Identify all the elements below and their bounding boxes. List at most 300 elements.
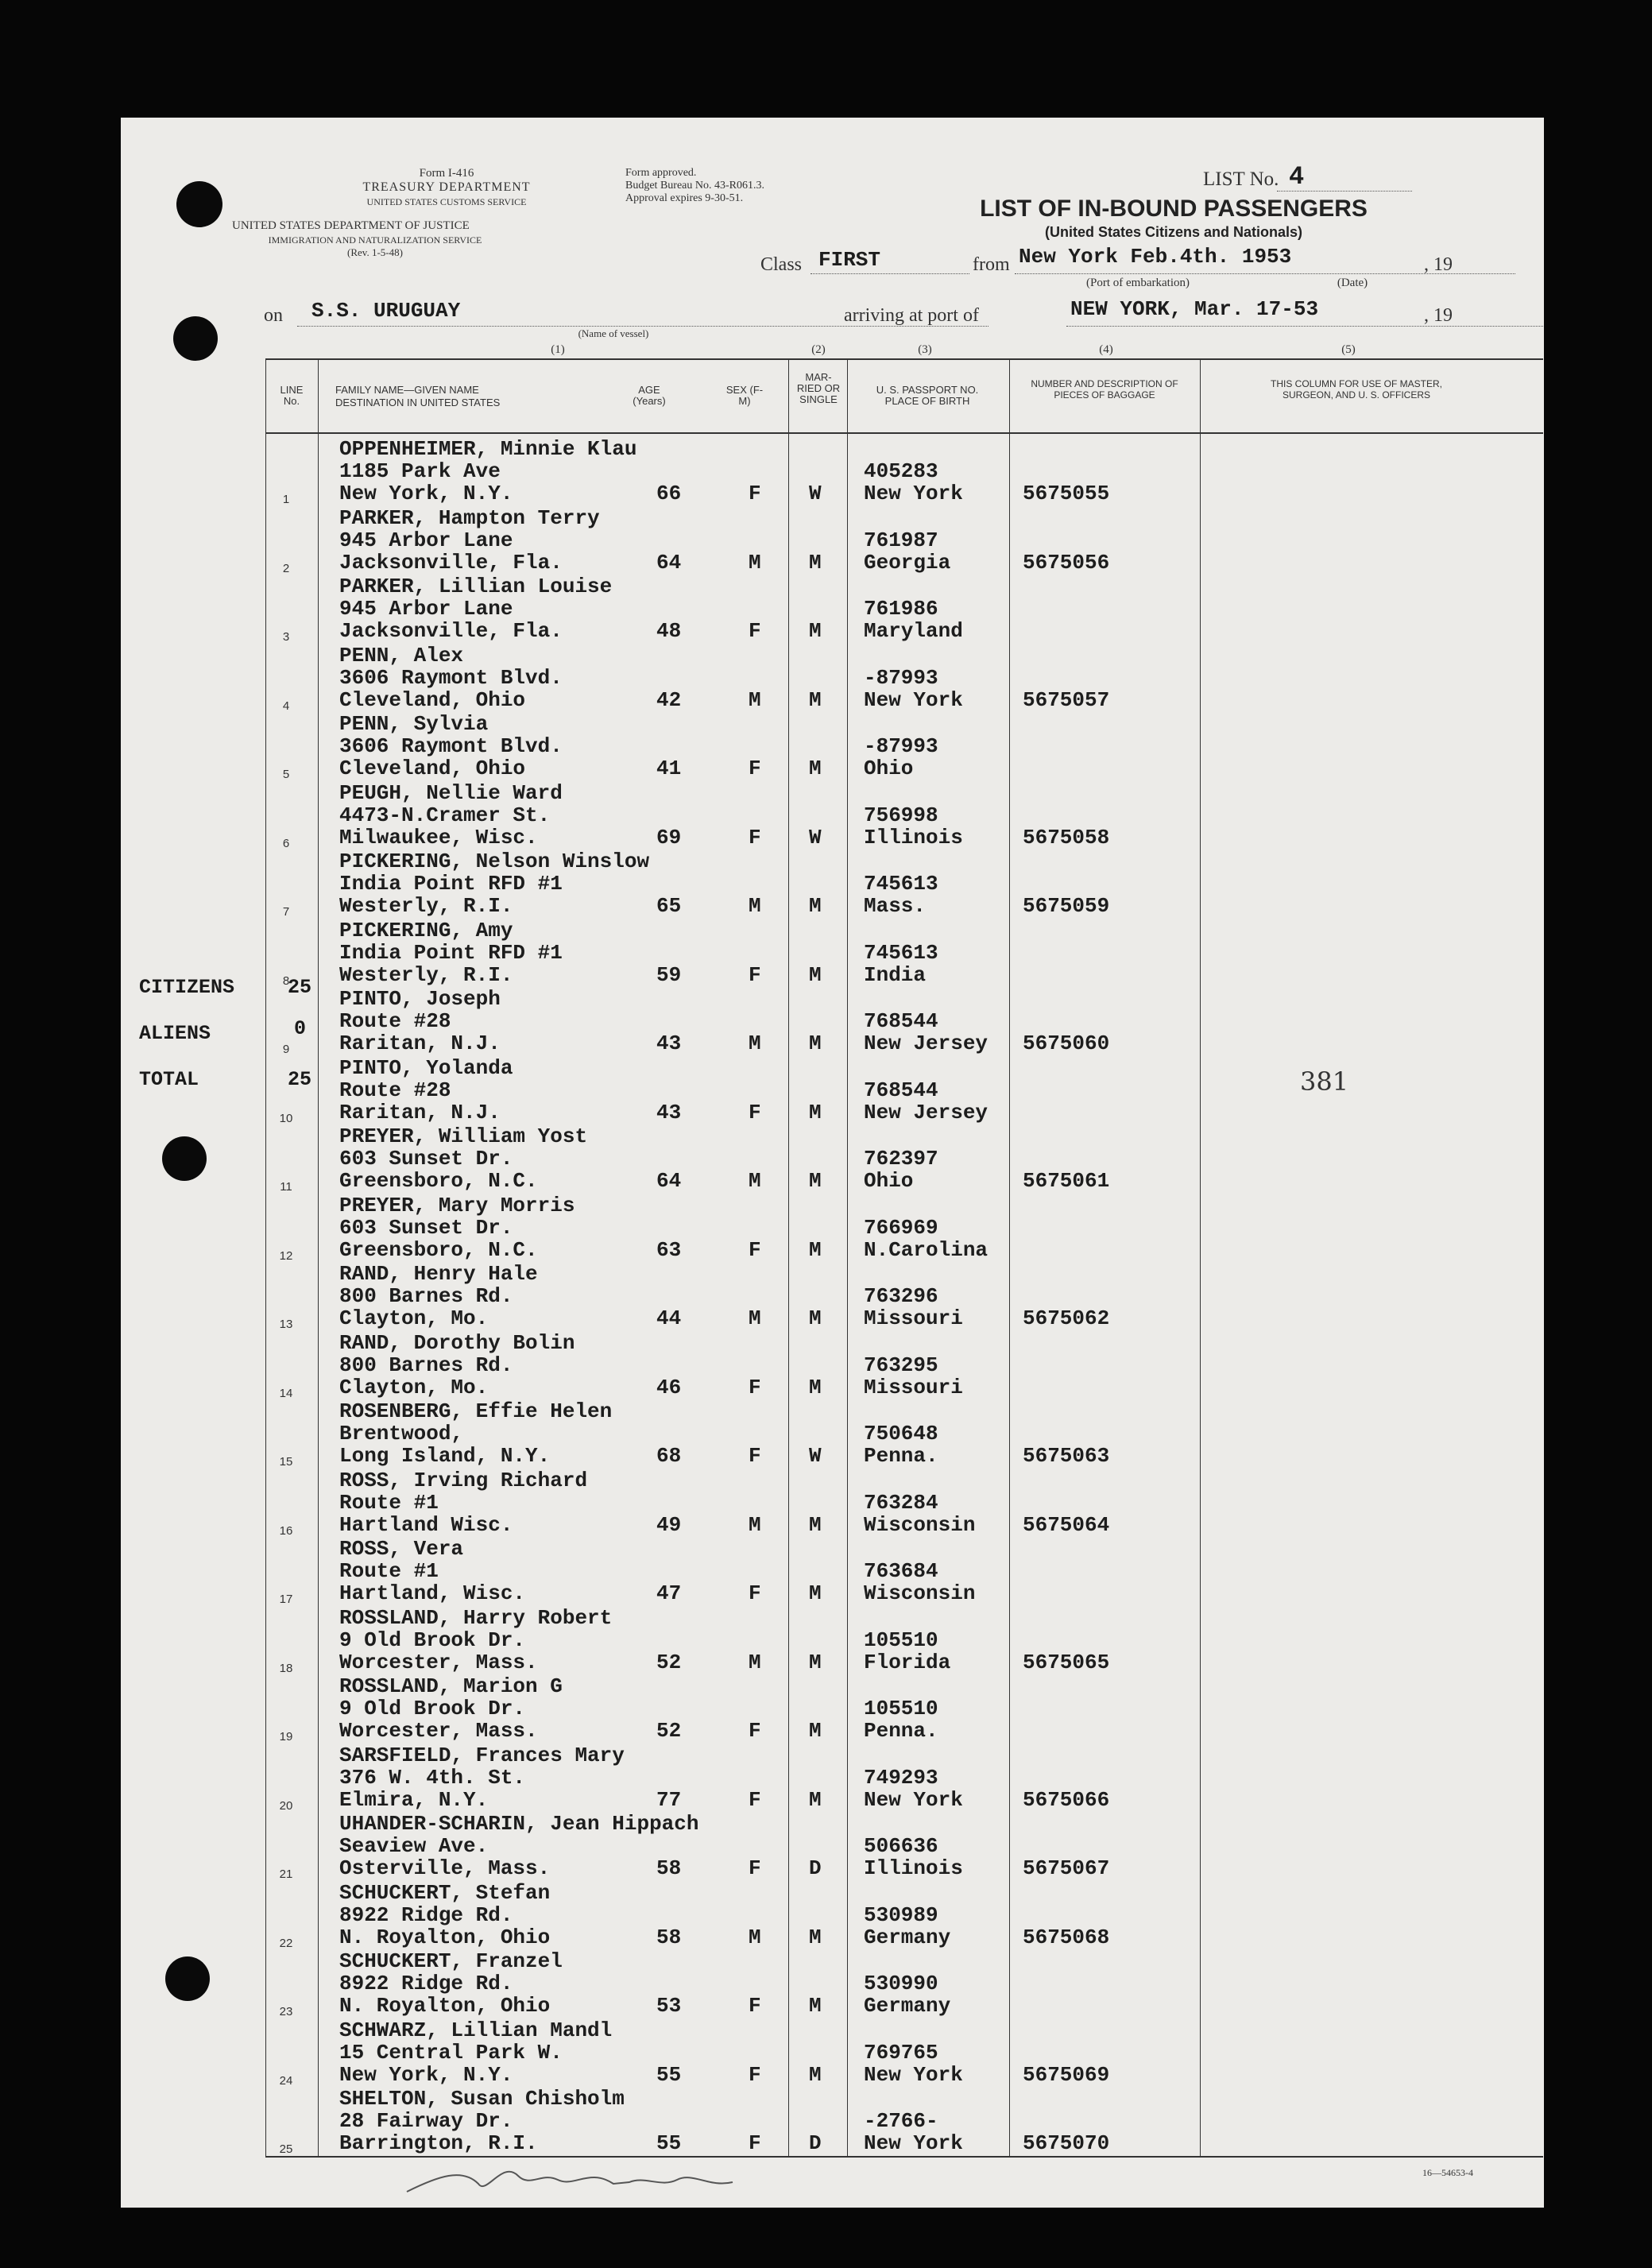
age-value: 52 bbox=[656, 1719, 682, 1743]
sex-value: F bbox=[749, 1237, 761, 1262]
age-value: 46 bbox=[656, 1375, 682, 1399]
footer-code: 16—54653-4 bbox=[1422, 2167, 1473, 2178]
year-prefix-1: , 19 bbox=[1424, 254, 1453, 275]
header-passport: U. S. PASSPORT NO. PLACE OF BIRTH bbox=[876, 384, 979, 407]
line-number: 9 bbox=[282, 1043, 290, 1056]
destination-line-2: N. Royalton, Ohio bbox=[339, 1925, 551, 1949]
col-num-3: (3) bbox=[918, 343, 932, 356]
passenger-name: ROSS, Vera bbox=[339, 1537, 464, 1561]
marital-status: M bbox=[809, 2062, 822, 2087]
passport-number: 745613 bbox=[864, 940, 938, 965]
marital-status: M bbox=[809, 687, 822, 712]
table-row bbox=[121, 1194, 1544, 1263]
passport-number: 763295 bbox=[864, 1353, 938, 1377]
list-no-value: 4 bbox=[1289, 162, 1305, 192]
marital-status: D bbox=[809, 2131, 822, 2155]
line-number: 22 bbox=[279, 1936, 293, 1950]
table-row bbox=[121, 1606, 1544, 1675]
table-row bbox=[121, 1744, 1544, 1813]
place-of-birth: Maryland bbox=[864, 619, 963, 643]
age-value: 43 bbox=[656, 1031, 682, 1055]
marital-status: M bbox=[809, 1719, 822, 1743]
place-of-birth: Georgia bbox=[864, 550, 951, 575]
age-value: 47 bbox=[656, 1581, 682, 1605]
approval-expires: Approval expires 9-30-51. bbox=[625, 192, 744, 204]
destination-line-1: 800 Barnes Rd. bbox=[339, 1353, 513, 1377]
class-value: FIRST bbox=[818, 248, 881, 272]
table-row bbox=[121, 1469, 1544, 1538]
line-number: 14 bbox=[279, 1386, 293, 1400]
place-of-birth: New York bbox=[864, 687, 963, 712]
passport-number: 768544 bbox=[864, 1009, 938, 1033]
baggage-number: 5675063 bbox=[1023, 1444, 1110, 1468]
place-of-birth: New York bbox=[864, 482, 963, 505]
destination-line-2: Clayton, Mo. bbox=[339, 1375, 489, 1399]
passport-number: 530989 bbox=[864, 1902, 938, 1927]
passport-number: -2766- bbox=[864, 2109, 938, 2133]
age-value: 59 bbox=[656, 962, 682, 987]
age-value: 68 bbox=[656, 1444, 682, 1468]
sex-value: M bbox=[749, 1925, 761, 1949]
baggage-number: 5675070 bbox=[1023, 2131, 1110, 2155]
baggage-number: 5675064 bbox=[1023, 1512, 1110, 1537]
sex-value: F bbox=[749, 1719, 761, 1743]
passenger-name: PENN, Sylvia bbox=[339, 712, 489, 736]
line-number: 5 bbox=[282, 768, 290, 781]
destination-line-2: Jacksonville, Fla. bbox=[339, 550, 563, 575]
marital-status: M bbox=[809, 550, 822, 575]
line-number: 7 bbox=[282, 905, 290, 919]
col-num-1: (1) bbox=[551, 343, 565, 356]
header-sex: SEX (F-M) bbox=[725, 384, 764, 407]
signature-scribble bbox=[391, 2152, 756, 2208]
sex-value: F bbox=[749, 1581, 761, 1605]
sex-value: F bbox=[749, 757, 761, 780]
destination-line-2: Hartland Wisc. bbox=[339, 1512, 513, 1537]
passenger-name: PINTO, Yolanda bbox=[339, 1055, 513, 1080]
line-number: 23 bbox=[279, 2005, 293, 2018]
place-of-birth: Wisconsin bbox=[864, 1512, 976, 1537]
treasury-dept: TREASURY DEPARTMENT bbox=[362, 180, 531, 194]
destination-line-1: Route #28 bbox=[339, 1009, 451, 1033]
marital-status: D bbox=[809, 1856, 822, 1880]
passport-number: -87993 bbox=[864, 734, 938, 758]
place-of-birth: Illinois bbox=[864, 825, 963, 850]
age-value: 65 bbox=[656, 894, 682, 918]
place-of-birth: New Jersey bbox=[864, 1031, 988, 1055]
age-value: 48 bbox=[656, 619, 682, 643]
destination-line-2: Raritan, N.J. bbox=[339, 1031, 501, 1055]
destination-line-1: India Point RFD #1 bbox=[339, 872, 563, 896]
form-rev: (Rev. 1-5-48) bbox=[347, 246, 403, 258]
destination-line-1: 8922 Ridge Rd. bbox=[339, 1972, 513, 1995]
line-number: 11 bbox=[280, 1180, 292, 1194]
destination-line-1: Route #1 bbox=[339, 1490, 439, 1515]
passenger-name: PICKERING, Nelson Winslow bbox=[339, 850, 650, 873]
class-underline bbox=[811, 273, 969, 274]
total-count: 25 bbox=[288, 1068, 312, 1091]
marital-status: M bbox=[809, 1581, 822, 1605]
table-row bbox=[121, 1812, 1544, 1881]
passport-number: 763284 bbox=[864, 1490, 938, 1515]
port-embarkation-caption: (Port of embarkation) bbox=[1086, 277, 1190, 289]
passport-number: 105510 bbox=[864, 1627, 938, 1652]
total-label: TOTAL bbox=[139, 1068, 199, 1091]
destination-line-2: Raritan, N.J. bbox=[339, 1100, 501, 1124]
sex-value: M bbox=[749, 1512, 761, 1537]
table-row bbox=[121, 2087, 1544, 2156]
destination-line-1: Brentwood, bbox=[339, 1422, 464, 1446]
marital-status: M bbox=[809, 757, 822, 780]
destination-line-1: Seaview Ave. bbox=[339, 1834, 489, 1858]
vessel-value: S.S. URUGUAY bbox=[311, 299, 461, 323]
budget-bureau: Budget Bureau No. 43-R061.3. bbox=[625, 180, 764, 192]
list-no-label: LIST No. bbox=[1203, 168, 1279, 190]
destination-line-1: Route #28 bbox=[339, 1078, 451, 1102]
passenger-name: RAND, Henry Hale bbox=[339, 1262, 538, 1286]
header-baggage: NUMBER AND DESCRIPTION OF PIECES OF BAGGAGE bbox=[1031, 378, 1178, 401]
sex-value: M bbox=[749, 1031, 761, 1055]
passport-number: 768544 bbox=[864, 1078, 938, 1102]
destination-line-2: Osterville, Mass. bbox=[339, 1856, 551, 1880]
passenger-name: RAND, Dorothy Bolin bbox=[339, 1330, 575, 1355]
passenger-name: PREYER, Mary Morris bbox=[339, 1193, 575, 1217]
place-of-birth: New Jersey bbox=[864, 1100, 988, 1124]
destination-line-1: 15 Central Park W. bbox=[339, 2040, 563, 2065]
passenger-name: PARKER, Lillian Louise bbox=[339, 575, 613, 598]
table-row bbox=[121, 1399, 1544, 1469]
passenger-name: PARKER, Hampton Terry bbox=[339, 505, 600, 530]
sex-value: F bbox=[749, 2131, 761, 2155]
date-caption: (Date) bbox=[1337, 277, 1368, 289]
ins-service: IMMIGRATION AND NATURALIZATION SERVICE bbox=[268, 234, 482, 246]
arrival-underline bbox=[1066, 326, 1543, 327]
destination-line-2: Greensboro, N.C. bbox=[339, 1169, 538, 1193]
sex-value: M bbox=[749, 1306, 761, 1330]
age-value: 55 bbox=[656, 2062, 682, 2087]
age-value: 69 bbox=[656, 825, 682, 850]
destination-line-2: Barrington, R.I. bbox=[339, 2131, 538, 2155]
header-line-no: LINE No. bbox=[280, 384, 304, 407]
age-value: 49 bbox=[656, 1512, 682, 1537]
marital-status: M bbox=[809, 1925, 822, 1949]
marital-status: M bbox=[809, 1100, 822, 1124]
passport-number: 761987 bbox=[864, 528, 938, 552]
passenger-name: ROSSLAND, Harry Robert bbox=[339, 1605, 613, 1630]
table-row bbox=[121, 1331, 1544, 1400]
year-prefix-2: , 19 bbox=[1424, 305, 1453, 326]
list-no-underline bbox=[1277, 191, 1412, 192]
baggage-number: 5675065 bbox=[1023, 1650, 1110, 1674]
destination-line-2: Cleveland, Ohio bbox=[339, 757, 526, 780]
header-destination: DESTINATION IN UNITED STATES bbox=[335, 397, 501, 408]
line-number: 25 bbox=[279, 2142, 293, 2156]
destination-line-2: Jacksonville, Fla. bbox=[339, 619, 563, 643]
baggage-number: 5675057 bbox=[1023, 687, 1110, 712]
citizens-count: 25 bbox=[288, 976, 312, 999]
table-top-border bbox=[265, 358, 1543, 360]
sex-value: F bbox=[749, 1444, 761, 1468]
line-number: 8 bbox=[282, 973, 290, 988]
passenger-name: SHELTON, Susan Chisholm bbox=[339, 2087, 625, 2111]
line-number: 6 bbox=[282, 836, 290, 850]
page-title: LIST OF IN-BOUND PASSENGERS bbox=[980, 195, 1368, 222]
form-number: Form I-416 bbox=[419, 167, 474, 180]
sex-value: M bbox=[749, 894, 761, 918]
line-number: 24 bbox=[279, 2073, 293, 2088]
destination-line-1: 28 Fairway Dr. bbox=[339, 2109, 513, 2133]
class-label: Class bbox=[760, 254, 803, 275]
place-of-birth: Illinois bbox=[864, 1856, 963, 1880]
age-value: 66 bbox=[656, 482, 682, 505]
age-value: 53 bbox=[656, 1994, 682, 2018]
table-row bbox=[121, 506, 1544, 575]
age-value: 58 bbox=[656, 1925, 682, 1949]
baggage-number: 5675068 bbox=[1023, 1925, 1110, 1949]
passenger-name: PENN, Alex bbox=[339, 643, 464, 668]
passport-number: 749293 bbox=[864, 1765, 938, 1790]
place-of-birth: Missouri bbox=[864, 1375, 963, 1399]
citizens-label: CITIZENS bbox=[139, 976, 235, 999]
from-label: from bbox=[973, 254, 1010, 275]
destination-line-1: 3606 Raymont Blvd. bbox=[339, 665, 563, 690]
marital-status: M bbox=[809, 962, 822, 987]
table-row bbox=[121, 712, 1544, 781]
baggage-number: 5675056 bbox=[1023, 550, 1110, 575]
sex-value: M bbox=[749, 1169, 761, 1193]
col-num-4: (4) bbox=[1099, 343, 1113, 356]
age-value: 64 bbox=[656, 1169, 682, 1193]
line-number: 3 bbox=[282, 630, 290, 644]
baggage-number: 5675059 bbox=[1023, 894, 1110, 918]
sex-value: F bbox=[749, 962, 761, 987]
passenger-name: ROSS, Irving Richard bbox=[339, 1468, 588, 1492]
table-header-bottom bbox=[265, 432, 1543, 434]
stamp-number: 381 bbox=[1300, 1066, 1349, 1097]
destination-line-1: 376 W. 4th. St. bbox=[339, 1765, 526, 1790]
passenger-name: ROSENBERG, Effie Helen bbox=[339, 1399, 613, 1423]
line-number: 1 bbox=[282, 493, 290, 506]
destination-line-1: 603 Sunset Dr. bbox=[339, 1147, 513, 1171]
passenger-name: SCHUCKERT, Stefan bbox=[339, 1880, 551, 1905]
header-officers: THIS COLUMN FOR USE OF MASTER, SURGEON, AND U. S. OFFICERS bbox=[1270, 378, 1442, 401]
age-value: 55 bbox=[656, 2131, 682, 2155]
table-row bbox=[121, 1674, 1544, 1744]
destination-line-1: 4473-N.Cramer St. bbox=[339, 803, 551, 827]
sex-value: M bbox=[749, 687, 761, 712]
destination-line-2: Long Island, N.Y. bbox=[339, 1444, 551, 1468]
table-row bbox=[121, 1262, 1544, 1331]
binder-hole bbox=[176, 181, 222, 227]
place-of-birth: Ohio bbox=[864, 1169, 914, 1193]
customs-service: UNITED STATES CUSTOMS SERVICE bbox=[366, 196, 527, 207]
line-number: 19 bbox=[279, 1730, 293, 1744]
age-value: 64 bbox=[656, 550, 682, 575]
passport-number: 762397 bbox=[864, 1147, 938, 1171]
table-row bbox=[121, 919, 1544, 988]
binder-hole bbox=[173, 316, 218, 361]
line-number: 10 bbox=[279, 1111, 293, 1125]
passport-number: 763684 bbox=[864, 1559, 938, 1583]
marital-status: M bbox=[809, 1375, 822, 1399]
line-number: 16 bbox=[279, 1523, 293, 1538]
place-of-birth: Germany bbox=[864, 1994, 951, 2018]
destination-line-1: 945 Arbor Lane bbox=[339, 528, 513, 552]
header-married: MAR-RIED OR SINGLE bbox=[796, 371, 841, 405]
passenger-name: PEUGH, Nellie Ward bbox=[339, 780, 563, 805]
age-value: 42 bbox=[656, 687, 682, 712]
destination-line-1: Route #1 bbox=[339, 1559, 439, 1583]
passport-number: 750648 bbox=[864, 1422, 938, 1446]
passport-number: 766969 bbox=[864, 1215, 938, 1240]
age-value: 41 bbox=[656, 757, 682, 780]
place-of-birth: Germany bbox=[864, 1925, 951, 1949]
passenger-name: OPPENHEIMER, Minnie Klau bbox=[339, 437, 637, 461]
aliens-count: 0 bbox=[294, 1017, 307, 1040]
col-num-2: (2) bbox=[811, 343, 826, 356]
passenger-name: SCHUCKERT, Franzel bbox=[339, 1949, 563, 1973]
sex-value: F bbox=[749, 1787, 761, 1812]
destination-line-2: N. Royalton, Ohio bbox=[339, 1994, 551, 2018]
destination-line-2: Westerly, R.I. bbox=[339, 894, 513, 918]
table-row bbox=[121, 1124, 1544, 1194]
passport-number: 105510 bbox=[864, 1697, 938, 1720]
destination-line-2: Greensboro, N.C. bbox=[339, 1237, 538, 1262]
table-row bbox=[121, 781, 1544, 850]
header-name: FAMILY NAME—GIVEN NAME bbox=[335, 384, 479, 396]
arrival-value: NEW YORK, Mar. 17-53 bbox=[1070, 297, 1319, 321]
destination-line-1: 945 Arbor Lane bbox=[339, 597, 513, 621]
passport-number: 405283 bbox=[864, 459, 938, 483]
table-row bbox=[121, 987, 1544, 1056]
destination-line-2: Worcester, Mass. bbox=[339, 1650, 538, 1674]
marital-status: W bbox=[809, 825, 822, 850]
line-number: 2 bbox=[282, 561, 290, 575]
line-number: 13 bbox=[279, 1318, 293, 1331]
marital-status: M bbox=[809, 1650, 822, 1674]
sex-value: F bbox=[749, 825, 761, 850]
place-of-birth: India bbox=[864, 962, 927, 987]
passenger-name: ROSSLAND, Marion G bbox=[339, 1674, 563, 1698]
baggage-number: 5675058 bbox=[1023, 825, 1110, 850]
place-of-birth: Ohio bbox=[864, 757, 914, 780]
line-number: 20 bbox=[279, 1798, 293, 1813]
from-value: New York Feb.4th. 1953 bbox=[1019, 245, 1292, 269]
table-row bbox=[121, 2018, 1544, 2088]
destination-line-2: Cleveland, Ohio bbox=[339, 687, 526, 712]
line-number: 15 bbox=[279, 1455, 293, 1469]
baggage-number: 5675062 bbox=[1023, 1306, 1110, 1330]
baggage-number: 5675069 bbox=[1023, 2062, 1110, 2087]
baggage-number: 5675066 bbox=[1023, 1787, 1110, 1812]
destination-line-1: 603 Sunset Dr. bbox=[339, 1215, 513, 1240]
justice-dept: UNITED STATES DEPARTMENT OF JUSTICE bbox=[232, 219, 470, 232]
passenger-list-sheet bbox=[121, 118, 1544, 2208]
age-value: 77 bbox=[656, 1787, 682, 1812]
baggage-number: 5675060 bbox=[1023, 1031, 1110, 1055]
marital-status: M bbox=[809, 1994, 822, 2018]
sex-value: M bbox=[749, 1650, 761, 1674]
destination-line-2: New York, N.Y. bbox=[339, 2062, 513, 2087]
baggage-number: 5675067 bbox=[1023, 1856, 1110, 1880]
destination-line-1: 9 Old Brook Dr. bbox=[339, 1627, 526, 1652]
age-value: 58 bbox=[656, 1856, 682, 1880]
form-approved: Form approved. bbox=[625, 167, 697, 179]
destination-line-2: Clayton, Mo. bbox=[339, 1306, 489, 1330]
passport-number: 530990 bbox=[864, 1972, 938, 1995]
vessel-caption: (Name of vessel) bbox=[578, 327, 649, 339]
marital-status: M bbox=[809, 1512, 822, 1537]
line-number: 4 bbox=[282, 699, 290, 713]
passport-number: 763296 bbox=[864, 1284, 938, 1308]
baggage-number: 5675061 bbox=[1023, 1169, 1110, 1193]
destination-line-1: India Point RFD #1 bbox=[339, 940, 563, 965]
destination-line-2: Westerly, R.I. bbox=[339, 962, 513, 987]
marital-status: W bbox=[809, 482, 822, 505]
aliens-label: ALIENS bbox=[139, 1022, 211, 1045]
sex-value: F bbox=[749, 2062, 761, 2087]
destination-line-2: Milwaukee, Wisc. bbox=[339, 825, 538, 850]
sex-value: F bbox=[749, 1994, 761, 2018]
place-of-birth: New York bbox=[864, 2062, 963, 2087]
table-row bbox=[121, 850, 1544, 919]
place-of-birth: Wisconsin bbox=[864, 1581, 976, 1605]
destination-line-1: 9 Old Brook Dr. bbox=[339, 1697, 526, 1720]
marital-status: M bbox=[809, 1031, 822, 1055]
destination-line-1: 1185 Park Ave bbox=[339, 459, 501, 483]
table-row bbox=[121, 437, 1544, 506]
passport-number: 756998 bbox=[864, 803, 938, 827]
passenger-name: SCHWARZ, Lillian Mandl bbox=[339, 2018, 613, 2042]
passport-number: 761986 bbox=[864, 597, 938, 621]
marital-status: M bbox=[809, 1169, 822, 1193]
sex-value: F bbox=[749, 482, 761, 505]
passenger-name: UHANDER-SCHARIN, Jean Hippach bbox=[339, 1812, 699, 1836]
header-age: AGE (Years) bbox=[633, 384, 666, 407]
passport-number: 506636 bbox=[864, 1834, 938, 1858]
table-row bbox=[121, 1949, 1544, 2018]
marital-status: M bbox=[809, 1787, 822, 1812]
sex-value: M bbox=[749, 550, 761, 575]
place-of-birth: New York bbox=[864, 2131, 963, 2155]
sex-value: F bbox=[749, 1375, 761, 1399]
destination-line-1: 8922 Ridge Rd. bbox=[339, 1902, 513, 1927]
line-number: 12 bbox=[279, 1248, 293, 1263]
passenger-name: PICKERING, Amy bbox=[339, 918, 513, 942]
table-row bbox=[121, 644, 1544, 713]
age-value: 43 bbox=[656, 1100, 682, 1124]
on-label: on bbox=[264, 305, 283, 326]
page-subtitle: (United States Citizens and Nationals) bbox=[1044, 224, 1303, 240]
passport-number: 745613 bbox=[864, 872, 938, 896]
age-value: 63 bbox=[656, 1237, 682, 1262]
destination-line-2: Worcester, Mass. bbox=[339, 1719, 538, 1743]
place-of-birth: Missouri bbox=[864, 1306, 963, 1330]
arriving-label: arriving at port of bbox=[844, 305, 979, 326]
destination-line-2: Hartland, Wisc. bbox=[339, 1581, 526, 1605]
baggage-number: 5675055 bbox=[1023, 482, 1110, 505]
destination-line-2: New York, N.Y. bbox=[339, 482, 513, 505]
marital-status: M bbox=[809, 619, 822, 643]
passenger-name: SARSFIELD, Frances Mary bbox=[339, 1743, 625, 1767]
destination-line-2: Elmira, N.Y. bbox=[339, 1787, 489, 1812]
place-of-birth: Florida bbox=[864, 1650, 951, 1674]
age-value: 44 bbox=[656, 1306, 682, 1330]
marital-status: M bbox=[809, 1237, 822, 1262]
passenger-name: PREYER, William Yost bbox=[339, 1124, 588, 1148]
table-row bbox=[121, 1537, 1544, 1606]
age-value: 52 bbox=[656, 1650, 682, 1674]
